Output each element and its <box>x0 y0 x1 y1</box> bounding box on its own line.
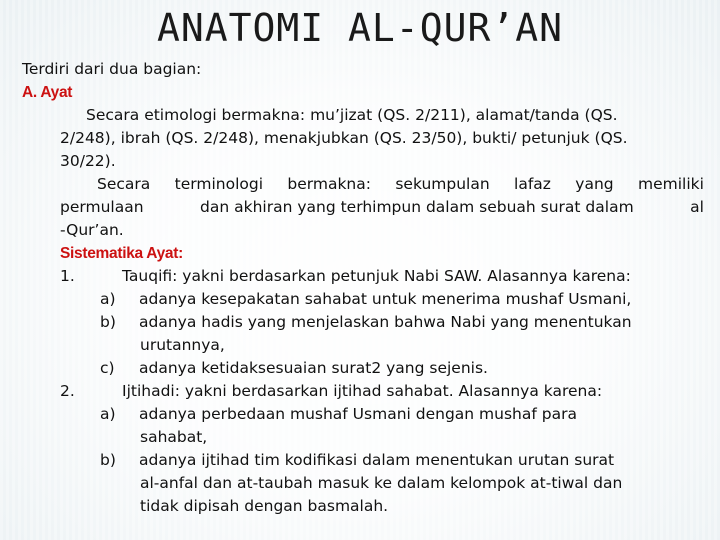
section-a-heading: A. Ayat <box>22 84 73 101</box>
etimologi-line-1: Secara etimologi bermakna: mu’jizat (QS. 2/211), alamat/tanda (QS. <box>86 106 618 124</box>
sub-item-continuation: sahabat, <box>140 428 208 446</box>
terminologi-segment: al <box>690 198 704 216</box>
sub-item <box>22 311 702 334</box>
list-item-text: Tauqifi: yakni berdasarkan petunjuk Nabi SAW. Alasannya karena: <box>122 267 631 285</box>
list-item-text: Ijtihadi: yakni berdasarkan ijtihad sahabat. Alasannya karena: <box>122 382 603 400</box>
etimologi-line-3: 30/22). <box>60 152 116 170</box>
terminologi-word: lafaz <box>514 175 551 193</box>
intro-text: Terdiri dari dua bagian: <box>22 60 202 78</box>
sub-item-text: adanya ijtihad tim kodifikasi dalam menentukan urutan surat <box>139 451 615 469</box>
sub-item-continuation: tidak dipisah dengan basmalah. <box>140 497 389 515</box>
terminologi-word: yang <box>575 175 614 193</box>
sub-item-mark: b) <box>100 451 116 469</box>
slide-title: ANATOMI AL-QUR’AN <box>157 6 563 50</box>
sub-item-continuation: al-anfal dan at-taubah masuk ke dalam kelompok at-tiwal dan <box>140 474 623 492</box>
sistematika-heading: Sistematika Ayat: <box>60 245 183 262</box>
sub-item <box>22 449 702 472</box>
terminologi-word: Secara <box>97 175 151 193</box>
sub-item-text: adanya ketidaksesuaian surat2 yang sejenis. <box>139 359 488 377</box>
terminologi-segment: dan akhiran yang terhimpun dalam sebuah surat dalam <box>200 198 634 216</box>
terminologi-line-3: -Qur’an. <box>60 221 124 239</box>
sub-item-text: adanya perbedaan mushaf Usmani dengan mushaf para <box>139 405 577 423</box>
terminologi-word: memiliki <box>637 175 704 193</box>
terminologi-line-2 <box>22 196 704 219</box>
sub-item-text: adanya kesepakatan sahabat untuk menerima mushaf Usmani, <box>139 290 632 308</box>
sub-item-mark: c) <box>100 359 115 377</box>
terminologi-word: sekumpulan <box>395 175 490 193</box>
etimologi-line-2: 2/248), ibrah (QS. 2/248), menakjubkan (QS. 23/50), bukti/ petunjuk (QS. <box>60 129 628 147</box>
sub-item-continuation: urutannya, <box>140 336 225 354</box>
list-item <box>22 265 702 288</box>
terminologi-word: bermakna: <box>287 175 371 193</box>
sub-item <box>22 288 702 311</box>
terminologi-line-1 <box>22 173 704 196</box>
list-number: 1. <box>60 267 75 285</box>
sub-item-mark: b) <box>100 313 116 331</box>
slide-body <box>22 58 702 518</box>
sub-item-mark: a) <box>100 290 116 308</box>
sub-item <box>22 357 702 380</box>
terminologi-segment: permulaan <box>60 198 144 216</box>
sub-item-mark: a) <box>100 405 116 423</box>
sub-item <box>22 403 702 426</box>
terminologi-word: terminologi <box>174 175 264 193</box>
list-item <box>22 380 702 403</box>
list-number: 2. <box>60 382 75 400</box>
sub-item-text: adanya hadis yang menjelaskan bahwa Nabi yang menentukan <box>139 313 632 331</box>
